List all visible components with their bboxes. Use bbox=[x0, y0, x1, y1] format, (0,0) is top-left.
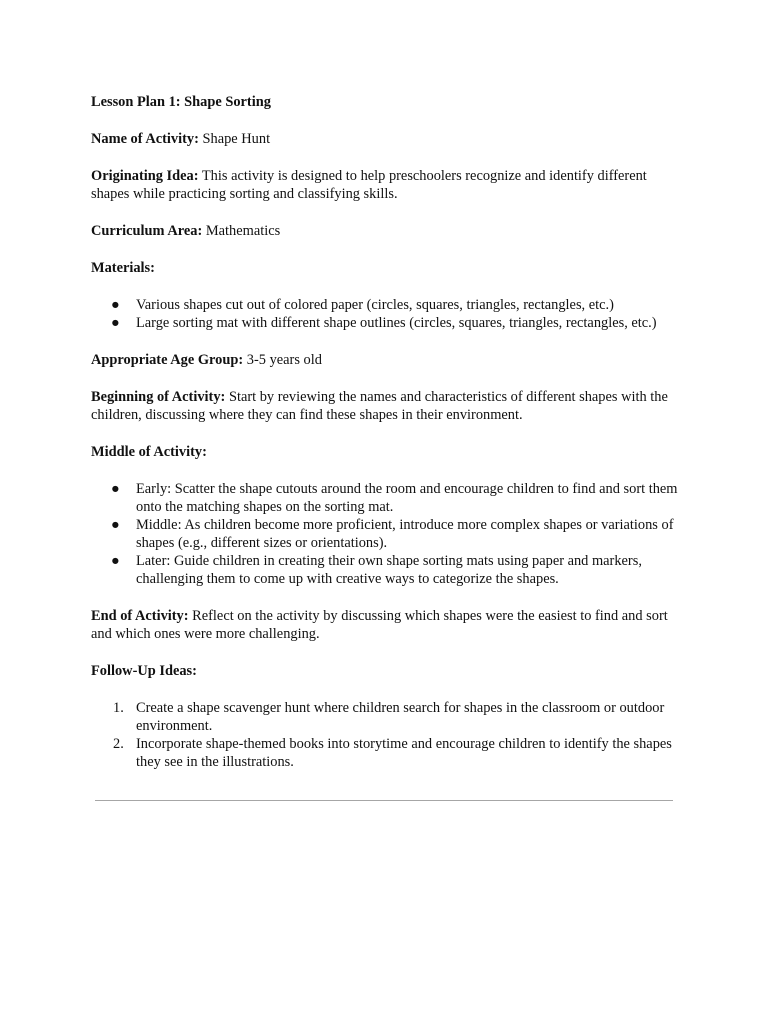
age-group-value: 3-5 years old bbox=[246, 352, 322, 368]
end-label: End of Activity: bbox=[91, 608, 189, 624]
list-item-text: Later: Guide children in creating their own shape sorting mats using paper and markers, challenging them to come up with creative ways to categorize the shapes. bbox=[136, 553, 642, 587]
list-item bbox=[91, 735, 681, 771]
list-item bbox=[91, 296, 681, 314]
curriculum-area-label: Curriculum Area: bbox=[91, 223, 203, 239]
end-value: Reflect on the activity by discussing which shapes were the easiest to find and sort and which ones were more challenging. bbox=[91, 608, 668, 642]
curriculum-area-value: Mathematics bbox=[205, 223, 281, 239]
bullet-icon: ● bbox=[111, 553, 120, 569]
beginning-label: Beginning of Activity: bbox=[91, 389, 226, 405]
name-of-activity-label: Name of Activity: bbox=[91, 131, 199, 147]
beginning-of-activity bbox=[91, 388, 681, 424]
list-item-text: Large sorting mat with different shape outlines (circles, squares, triangles, rectangles, etc.) bbox=[136, 315, 657, 331]
list-item bbox=[91, 516, 681, 552]
originating-idea-label: Originating Idea: bbox=[91, 168, 199, 184]
follow-up-heading: Follow-Up Ideas: bbox=[91, 663, 197, 679]
bullet-icon: ● bbox=[111, 517, 120, 533]
materials-list bbox=[91, 296, 681, 332]
list-item-text: Early: Scatter the shape cutouts around the room and encourage children to find and sort them onto the matching shapes on the sorting mat. bbox=[136, 481, 678, 515]
originating-idea bbox=[91, 167, 681, 203]
name-of-activity bbox=[91, 130, 681, 148]
list-item-text: Middle: As children become more proficient, introduce more complex shapes or variations of shapes (e.g., different sizes or orientations). bbox=[136, 517, 674, 551]
list-number: 1. bbox=[113, 700, 124, 716]
middle-list bbox=[91, 480, 681, 588]
age-group-label: Appropriate Age Group: bbox=[91, 352, 244, 368]
age-group bbox=[91, 351, 681, 369]
lesson-plan-document bbox=[91, 93, 681, 790]
list-item bbox=[91, 699, 681, 735]
list-item-text: Various shapes cut out of colored paper (circles, squares, triangles, rectangles, etc.) bbox=[136, 297, 614, 313]
middle-heading: Middle of Activity: bbox=[91, 444, 207, 460]
list-item bbox=[91, 314, 681, 332]
bullet-icon: ● bbox=[111, 297, 120, 313]
list-item-text: Create a shape scavenger hunt where children search for shapes in the classroom or outdoor environment. bbox=[136, 700, 665, 734]
materials-heading: Materials: bbox=[91, 260, 155, 276]
originating-idea-value: This activity is designed to help preschoolers recognize and identify different shapes while practicing sorting and classifying skills. bbox=[91, 168, 647, 202]
follow-up-list bbox=[91, 699, 681, 771]
beginning-value: Start by reviewing the names and characteristics of different shapes with the children, discussing where they can find these shapes in their environment. bbox=[91, 389, 668, 423]
end-of-activity bbox=[91, 607, 681, 643]
bullet-icon: ● bbox=[111, 315, 120, 331]
list-item bbox=[91, 552, 681, 588]
document-title: Lesson Plan 1: Shape Sorting bbox=[91, 94, 271, 110]
name-of-activity-value: Shape Hunt bbox=[202, 131, 271, 147]
list-number: 2. bbox=[113, 736, 124, 752]
bullet-icon: ● bbox=[111, 481, 120, 497]
horizontal-divider bbox=[95, 800, 673, 801]
list-item-text: Incorporate shape-themed books into storytime and encourage children to identify the shapes they see in the illustrations. bbox=[136, 736, 672, 770]
curriculum-area bbox=[91, 222, 681, 240]
list-item bbox=[91, 480, 681, 516]
